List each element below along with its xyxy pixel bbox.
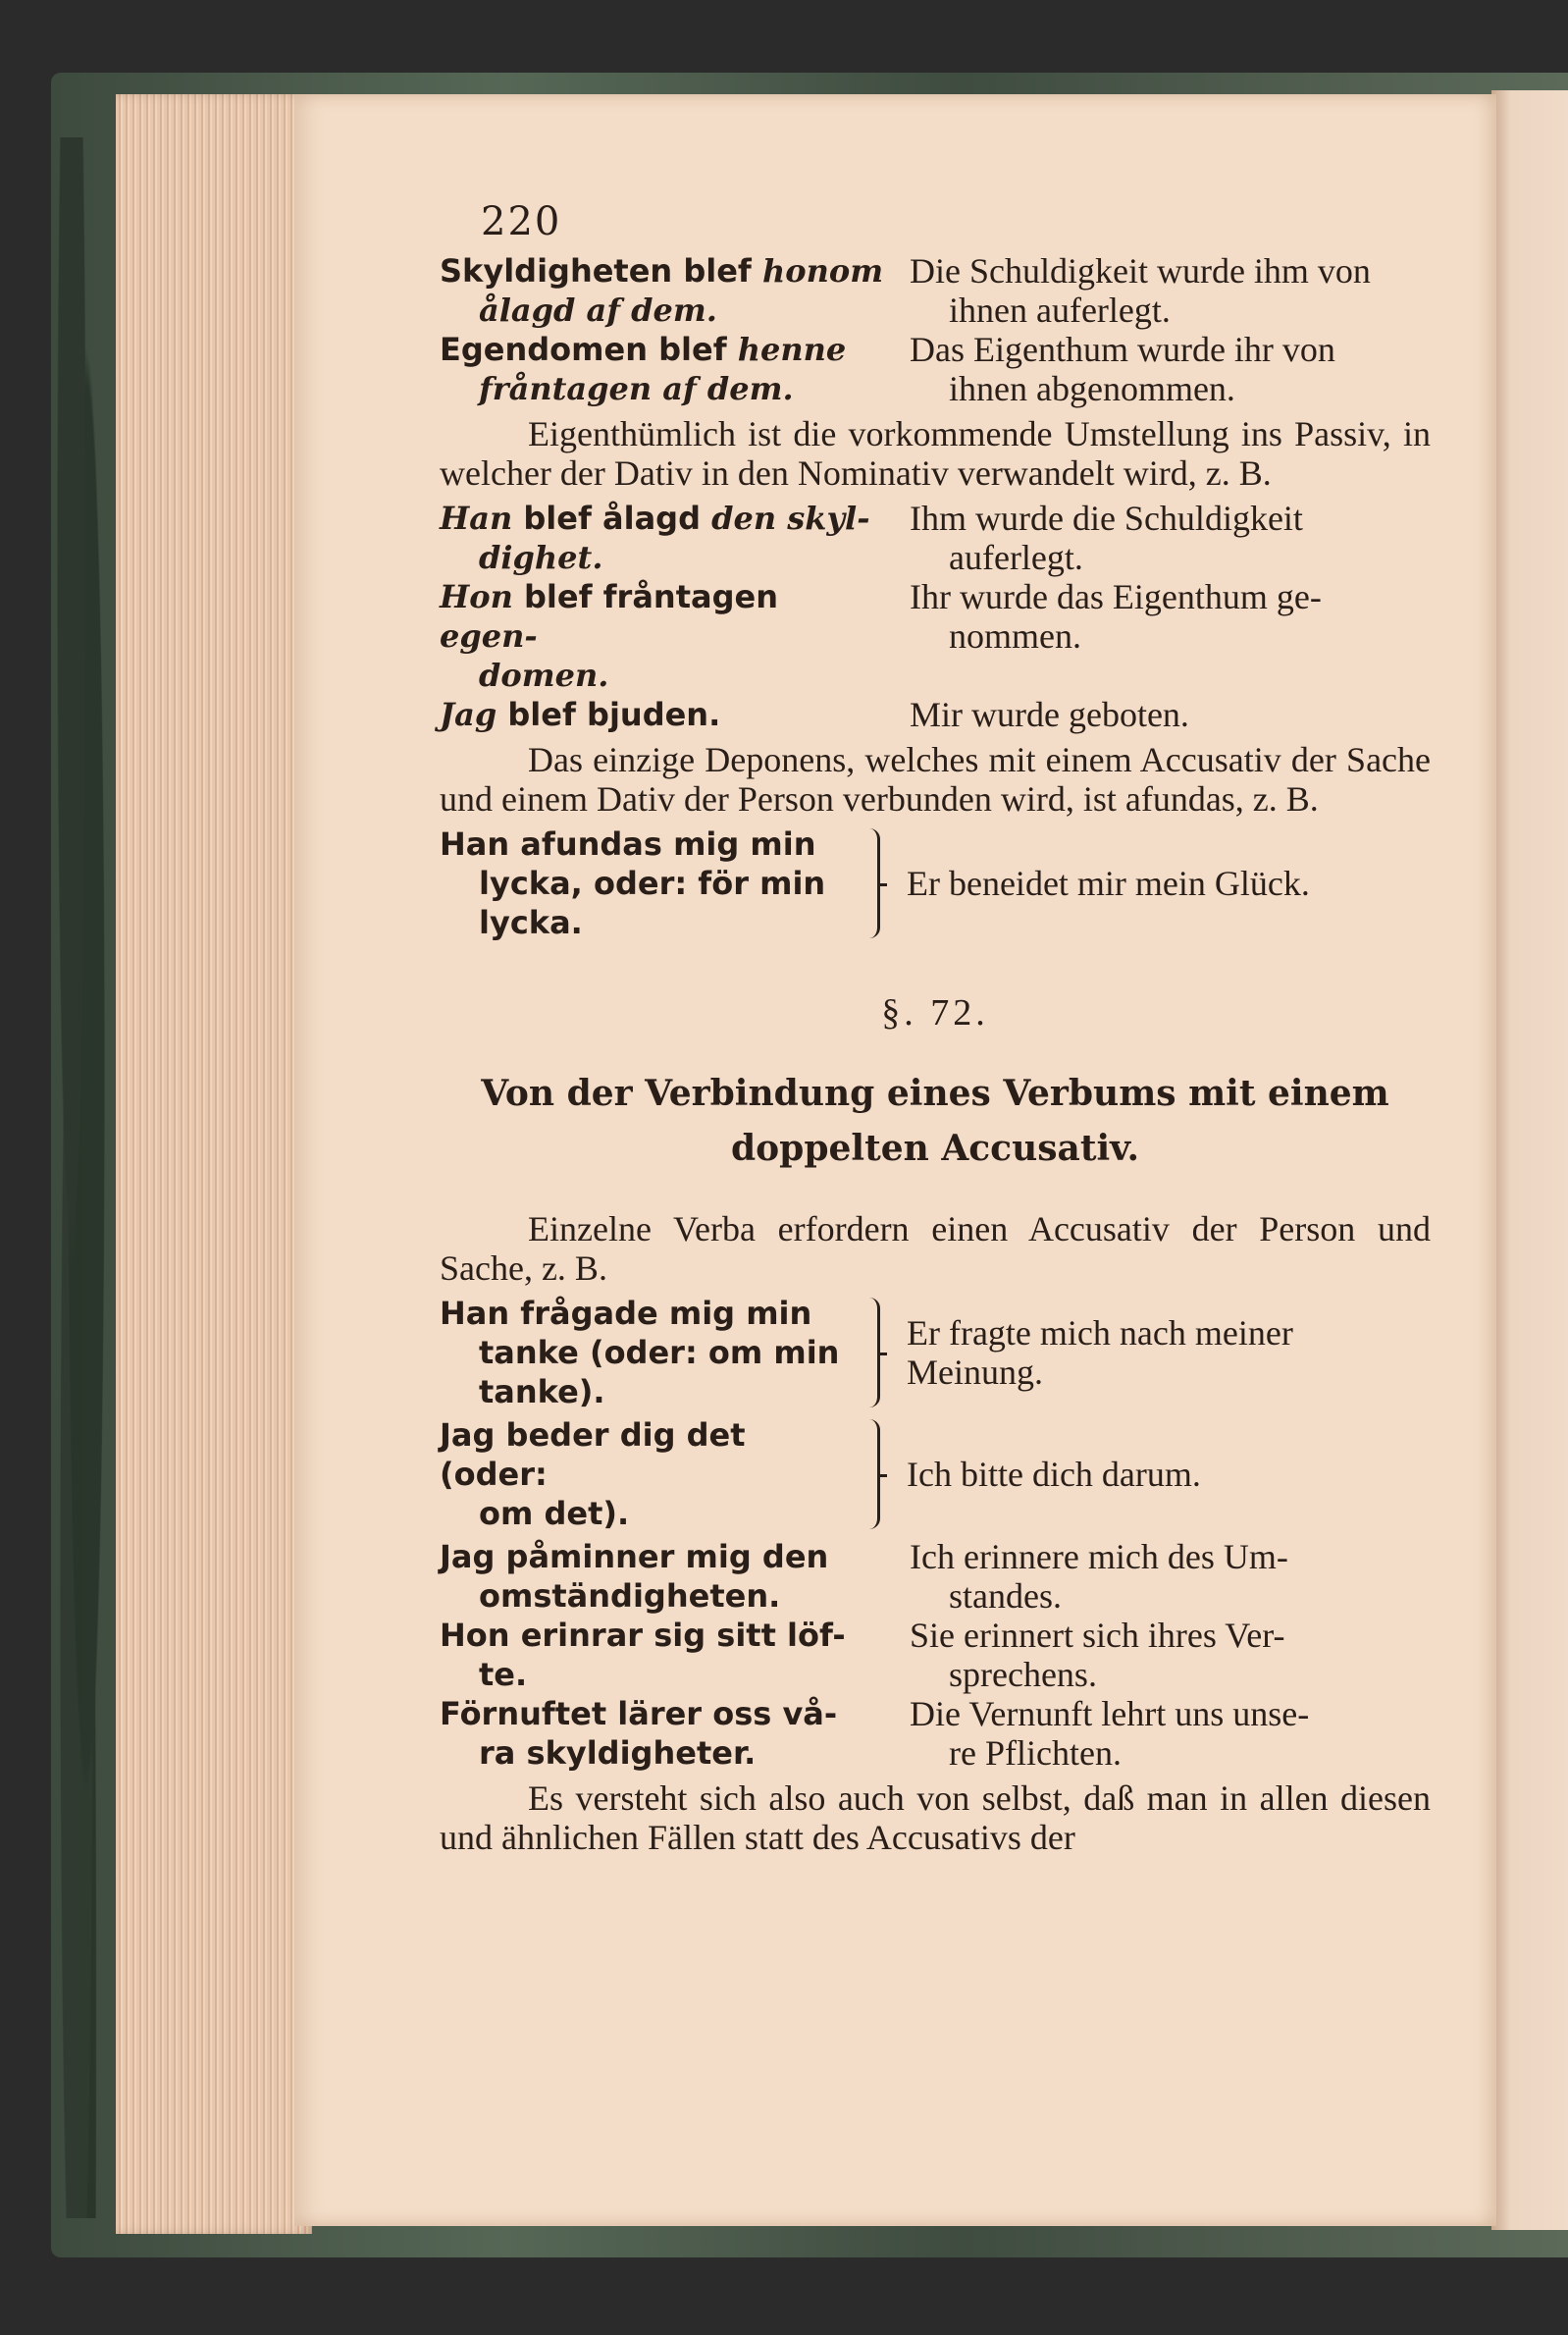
- swedish-line: Han afundas mig min: [440, 825, 816, 863]
- german-line: Sie erinnert sich ihres Ver-: [910, 1616, 1285, 1655]
- swedish-line: Jag beder dig det (oder:: [440, 1416, 746, 1493]
- swedish-italic-word: Hon: [440, 578, 513, 615]
- swedish-line: tanke (oder: om min: [479, 1334, 840, 1371]
- german-continuation: ihnen auferlegt.: [949, 291, 1171, 330]
- section-number: §. 72.: [881, 992, 989, 1034]
- swedish-continuation: domen.: [479, 657, 609, 694]
- swedish-line: om det).: [479, 1495, 630, 1532]
- example-list-3: [440, 1537, 1431, 1773]
- paragraph-deponent: Das einzige Deponens, welches mit einem Accusativ der Sache und einem Dativ der Person verbunden wird, ist afundas, z. B.: [440, 740, 1431, 819]
- german-line: Ihm wurde die Schuldigkeit: [910, 499, 1303, 538]
- example-row: [440, 1537, 1431, 1616]
- example-german: [886, 695, 1431, 734]
- example-german: [886, 251, 1431, 330]
- page-number: 220: [481, 199, 562, 244]
- german-line: Die Schuldigkeit wurde ihm von: [910, 251, 1371, 291]
- example-row: [440, 330, 1431, 408]
- paragraph-double-accusative: Einzelne Verba erfordern einen Accusativ der Person und Sache, z. B.: [440, 1209, 1431, 1288]
- curly-brace: [869, 1415, 887, 1533]
- swedish-line: lycka.: [479, 904, 583, 941]
- paragraph-passive-inversion: Eigenthümlich ist die vorkommende Umstellung ins Passiv, in welcher der Dativ in den Nominativ verwandelt wird, z. B.: [440, 414, 1431, 493]
- swedish-line: [440, 695, 886, 734]
- example-swedish: [440, 499, 886, 577]
- swedish-text: Jag påminner mig den: [440, 1538, 829, 1575]
- brace-example-afundas: [440, 824, 1431, 942]
- swedish-text: blef ålagd: [512, 500, 712, 537]
- example-swedish: [440, 695, 886, 734]
- swedish-line: Han frågade mig min: [440, 1295, 812, 1332]
- brace-example-swedish: [440, 1415, 862, 1533]
- swedish-italic-word: den skyl-: [711, 500, 870, 537]
- german-line: Mir wurde geboten.: [910, 695, 1189, 734]
- example-swedish: [440, 1616, 886, 1694]
- brace-example-german: Er beneidet mir mein Glück.: [907, 864, 1310, 903]
- swedish-line: [440, 251, 886, 291]
- german-continuation: sprechens.: [949, 1655, 1097, 1694]
- german-line: Ihr wurde das Eigenthum ge-: [910, 577, 1322, 616]
- example-list-2: [440, 499, 1431, 734]
- example-german: [886, 330, 1431, 408]
- swedish-continuation: te.: [479, 1656, 528, 1693]
- swedish-text: Förnuftet lärer oss vå-: [440, 1695, 838, 1732]
- german-continuation: ihnen abgenommen.: [949, 369, 1235, 408]
- brace-example-swedish: [440, 824, 862, 942]
- swedish-continuation: fråntagen af dem.: [479, 370, 794, 407]
- german-continuation: standes.: [949, 1576, 1062, 1616]
- swedish-italic-word: henne: [737, 331, 847, 368]
- example-swedish: [440, 577, 886, 695]
- facing-page-edge: [1491, 90, 1568, 2230]
- curly-brace: [869, 1294, 887, 1411]
- swedish-continuation: dighet.: [479, 539, 603, 576]
- swedish-line: lycka, oder: för min: [479, 865, 826, 902]
- brace-example-german: Ich bitte dich darum.: [907, 1455, 1201, 1494]
- paragraph-conclusion: Es versteht sich also auch von selbst, daß man in allen diesen und ähnlichen Fällen statt des Accusativs der: [440, 1778, 1431, 1857]
- german-line: Die Vernunft lehrt uns unse-: [910, 1694, 1310, 1733]
- example-swedish: [440, 330, 886, 408]
- german-line: Ich erinnere mich des Um-: [910, 1537, 1288, 1576]
- swedish-continuation: omständigheten.: [479, 1577, 781, 1615]
- swedish-text: blef bjuden.: [497, 696, 721, 733]
- brace-example-swedish: [440, 1294, 862, 1411]
- example-row: [440, 695, 1431, 734]
- swedish-line: [440, 1537, 886, 1576]
- brace-example-german: Er fragte mich nach meiner Meinung.: [907, 1313, 1293, 1392]
- example-swedish: [440, 1537, 886, 1616]
- page-edges-stack: [116, 94, 312, 2234]
- example-row: [440, 1694, 1431, 1773]
- swedish-text: Skyldigheten blef: [440, 252, 762, 290]
- swedish-text: Hon erinrar sig sitt löf-: [440, 1617, 846, 1654]
- marbled-cover-texture: [57, 137, 106, 2218]
- swedish-italic-word: honom: [761, 252, 884, 290]
- swedish-line: tanke).: [479, 1373, 605, 1410]
- swedish-text: Egendomen blef: [440, 331, 738, 368]
- example-swedish: [440, 251, 886, 330]
- swedish-text: blef fråntagen: [512, 578, 778, 615]
- example-row: [440, 1616, 1431, 1694]
- swedish-line: [440, 1616, 886, 1655]
- example-row: [440, 577, 1431, 695]
- swedish-line: [440, 577, 886, 656]
- german-continuation: re Pflichten.: [949, 1733, 1122, 1773]
- german-continuation: auferlegt.: [949, 538, 1083, 577]
- example-row: [440, 499, 1431, 577]
- swedish-line: [440, 1694, 886, 1733]
- page-content: [440, 199, 1431, 1863]
- example-german: [886, 1616, 1431, 1694]
- german-line: Das Eigenthum wurde ihr von: [910, 330, 1335, 369]
- example-list-1: [440, 251, 1431, 408]
- swedish-italic-word: egen-: [440, 617, 538, 655]
- brace-example-fragade: [440, 1294, 1431, 1411]
- brace-example-beder: [440, 1415, 1431, 1533]
- example-swedish: [440, 1694, 886, 1773]
- example-german: [886, 577, 1431, 656]
- swedish-italic-word: Jag: [440, 696, 497, 733]
- example-german: [886, 499, 1431, 577]
- example-german: [886, 1537, 1431, 1616]
- swedish-continuation: ålagd af dem.: [479, 292, 717, 329]
- german-continuation: nommen.: [949, 616, 1081, 656]
- swedish-line: [440, 330, 886, 369]
- example-german: [886, 1694, 1431, 1773]
- book-page: [294, 94, 1496, 2226]
- curly-brace: [869, 824, 887, 942]
- section-heading: Von der Verbindung eines Verbums mit einem doppelten Accusativ.: [481, 1073, 1389, 1169]
- swedish-italic-word: Han: [440, 500, 513, 537]
- example-row: [440, 251, 1431, 330]
- swedish-continuation: ra skyldigheter.: [479, 1734, 757, 1772]
- swedish-line: [440, 499, 886, 538]
